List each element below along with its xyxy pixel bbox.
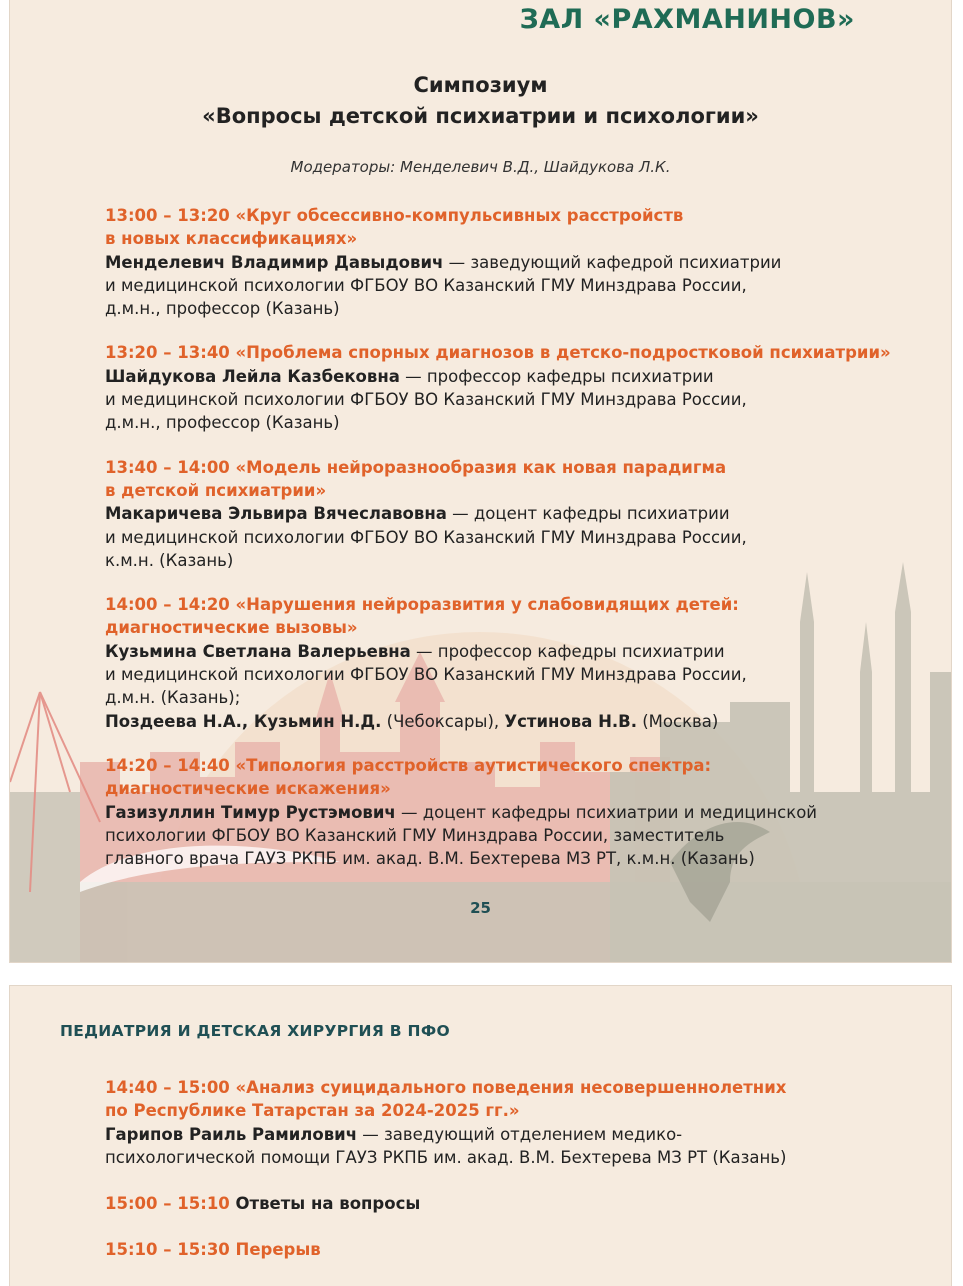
talk-title-line: 14:40 – 15:00 «Анализ суицидального поведения несовершеннолетних [105,1078,787,1097]
talk-title [105,1076,905,1123]
talk-title [105,204,905,251]
speaker-line [105,801,905,824]
talk-title [105,754,905,801]
program-item [105,1076,905,1169]
talk-title-line: в детской психиатрии» [105,480,327,500]
speaker-name: Газизуллин Тимур Рустэмович [105,802,396,822]
speaker-line: д.м.н., профессор (Казань) [105,413,340,433]
talk-title-line: 13:40 – 14:00 «Модель нейроразнообразия как новая парадигма [105,457,727,477]
talk-title-line: 13:20 – 13:40 «Проблема спорных диагнозов в детско-подростковой психиатрии» [105,343,891,363]
speaker-position: — доцент кафедры психиатрии [446,504,730,524]
break-session: 15:10 – 15:30 Перерыв [105,1240,321,1260]
program-page-26 [10,986,951,1286]
talk-title-line: 14:20 – 14:40 «Типология расстройств аутистического спектра: [105,755,712,775]
program-item [105,456,905,572]
speaker-info [105,801,905,871]
speaker-name: Гарипов Раиль Рамилович [105,1124,358,1144]
speaker-name: Макаричева Эльвира Вячеславовна [105,504,447,524]
speaker-line: д.м.н. (Казань); [105,688,241,708]
section-title: ПЕДИАТРИЯ И ДЕТСКАЯ ХИРУРГИЯ В ПФО [60,1022,450,1040]
speaker-position: — заведующий кафедрой психиатрии [443,252,782,272]
qa-time: 15:00 – 15:10 [105,1194,230,1214]
moderators-line: Модераторы: Менделевич В.Д., Шайдукова Л.К. [290,158,671,176]
speaker-info [105,640,905,733]
speaker-info [105,365,905,435]
qa-label: Ответы на вопросы [229,1194,421,1214]
talk-title-line: по Республике Татарстан за 2024-2025 гг.» [105,1101,520,1121]
speaker-line: и медицинской психологии ФГБОУ ВО Казанский ГМУ Минздрава России, [105,275,747,295]
program-page-25 [10,0,951,962]
talk-title [105,593,905,640]
symposium-heading [10,70,951,132]
talk-title-line: диагностические искажения» [105,779,391,799]
program-list [105,1076,905,1285]
page-number: 25 [470,899,491,917]
speaker-line: психологической помощи ГАУЗ РКПБ им. акад. В.М. Бехтерева МЗ РТ (Казань) [105,1147,787,1167]
hall-title: ЗАЛ «РАХМАНИНОВ» [519,4,855,35]
program-item [105,204,905,320]
program-item [105,754,905,870]
speaker-position: — заведующий отделением медико- [357,1124,683,1144]
coauthor-city: (Москва) [637,711,719,731]
speaker-line: психологии ФГБОУ ВО Казанский ГМУ Минздрава России, заместитель [105,825,725,845]
speaker-line: к.м.н. (Казань) [105,550,234,570]
speaker-line: и медицинской психологии ФГБОУ ВО Казанский ГМУ Минздрава России, [105,390,747,410]
symposium-label: Симпозиум [413,73,548,97]
speaker-name: Кузьмина Светлана Валерьевна [105,641,411,661]
talk-title-line: 13:00 – 13:20 «Круг обсессивно-компульсивных расстройств [105,206,684,225]
speaker-name: Менделевич Владимир Давыдович [105,252,444,272]
coauthor-names: Поздеева Н.А., Кузьмин Н.Д. [105,711,382,731]
speaker-info [105,1123,905,1170]
talk-title [105,341,905,364]
speaker-line: главного врача ГАУЗ РКПБ им. акад. В.М. Бехтерева МЗ РТ, к.м.н. (Казань) [105,849,755,869]
coauthor-names: Устинова Н.В. [504,711,637,731]
speaker-line [105,1123,905,1146]
speaker-line [105,251,905,274]
speaker-name: Шайдукова Лейла Казбековна [105,366,400,386]
program-list [105,204,905,891]
speaker-position: — доцент кафедры психиатрии и медицинской [395,802,818,822]
speaker-line [105,365,905,388]
speaker-info [105,502,905,572]
speaker-line: д.м.н., профессор (Казань) [105,299,340,319]
speaker-line [105,502,905,525]
talk-title-line: 14:00 – 14:20 «Нарушения нейроразвития у слабовидящих детей: [105,595,739,615]
speaker-position: — профессор кафедры психиатрии [399,366,714,386]
talk-title-line: в новых классификациях» [105,229,358,249]
coauthors-line [105,710,905,733]
speaker-line: и медицинской психологии ФГБОУ ВО Казанский ГМУ Минздрава России, [105,665,747,685]
talk-title [105,456,905,503]
program-item [105,341,905,434]
speaker-line [105,640,905,663]
program-item [105,593,905,733]
coauthor-city: (Чебоксары), [381,711,505,731]
speaker-position: — профессор кафедры психиатрии [410,641,725,661]
symposium-title: «Вопросы детской психиатрии и психологии» [202,104,759,128]
talk-title-line: диагностические вызовы» [105,618,358,638]
qa-session [105,1192,905,1215]
speaker-line: и медицинской психологии ФГБОУ ВО Казанский ГМУ Минздрава России, [105,527,747,547]
speaker-info [105,251,905,321]
